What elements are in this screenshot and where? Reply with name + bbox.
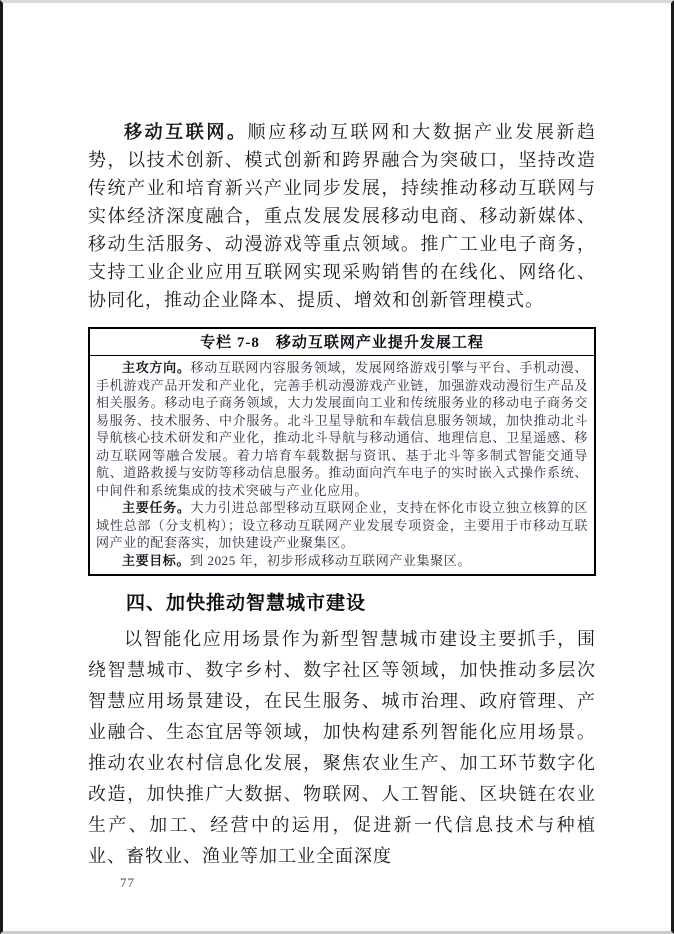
special-column-box <box>88 327 596 576</box>
paragraph-smart-city <box>88 624 596 872</box>
box-paragraph-main-direction-lead: 主攻方向。 <box>122 360 191 375</box>
box-paragraph-main-direction <box>96 359 588 499</box>
page-content <box>88 118 596 872</box>
special-column-title: 专栏 7-8 移动互联网产业提升发展工程 <box>90 329 594 356</box>
paragraph-smart-city-text: 以智能化应用场景作为新型智慧城市建设主要抓手，围绕智慧城市、数字乡村、数字社区等领域，加快推动多层次智慧应用场景建设，在民生服务、城市治理、政府管理、产业融合、生态宜居等领域，加快构建系列智能化应用场景。推动农业农村信息化发展，聚焦农业生产、加工环节数字化改造，加快推广大数据、物联网、人工智能、区块链在农业生产、加工、经营中的运用，促进新一代信息技术与种植业、畜牧业、渔业等加工业全面深度 <box>88 629 596 866</box>
section-heading-smart-city: 四、加快推动智慧城市建设 <box>126 593 367 614</box>
special-column-body <box>90 356 594 574</box>
box-paragraph-main-tasks-text: 大力引进总部型移动互联网企业，支持在怀化市设立独立核算的区域性总部（分支机构）；设立移动互联网产业发展专项资金，主要用于市移动互联网产业的配套落实，加快建设产业聚集区。 <box>96 500 588 550</box>
page-number: 77 <box>120 875 135 890</box>
box-paragraph-main-goals <box>96 552 588 570</box>
paragraph-mobile-internet-lead: 移动互联网。 <box>124 122 248 142</box>
paragraph-mobile-internet <box>88 118 596 314</box>
box-paragraph-main-tasks <box>96 499 588 552</box>
box-paragraph-main-goals-text: 到 2025 年，初步形成移动互联网产业集聚区。 <box>190 552 471 568</box>
box-paragraph-main-goals-lead: 主要目标。 <box>122 552 191 568</box>
box-paragraph-main-direction-text: 移动互联网内容服务领域，发展网络游戏引擎与平台、手机动漫、手机游戏产品开发和产业化，完善手机动漫游戏产业链，加强游戏动漫衍生产品及相关服务。移动电子商务领域，大力发展面向工业和传统服务业的移动电子商务交易服务、技术服务、中介服务。北斗卫星导航和车载信息服务领域，加快推动北斗导航核心技术研发和产业化，推动北斗导航与移动通信、地理信息、卫星遥感、移动互联网等融合发展。着力培育车载数据与资讯、基于北斗等多制式智能交通导航、道路救援与安防等移动信息服务。推动面向汽车电子的实时嵌入式操作系统、中间件和系统集成的技术突破与产业化应用。 <box>96 360 588 498</box>
box-paragraph-main-tasks-lead: 主要任务。 <box>122 500 191 515</box>
paragraph-mobile-internet-text: 顺应移动互联网和大数据产业发展新趋势，以技术创新、模式创新和跨界融合为突破口，坚持改造传统产业和培育新兴产业同步发展，持续推动移动互联网与实体经济深度融合，重点发展发展移动电商、移动新媒体、移动生活服务、动漫游戏等重点领域。推广工业电子商务，支持工业企业应用互联网实现采购销售的在线化、网络化、协同化，推动企业降本、提质、增效和创新管理模式。 <box>88 122 596 310</box>
